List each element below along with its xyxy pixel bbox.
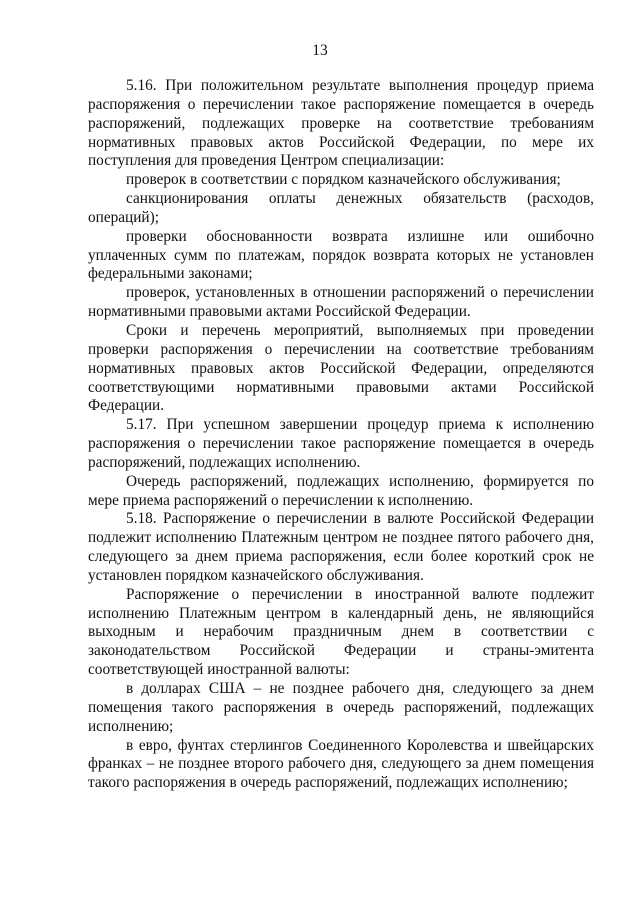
paragraph-5-18: 5.18. Распоряжение о перечислении в валюте Российской Федерации подлежит исполнению Платежным центром не позднее пятого рабочего дня, следующего за днем приема распоряжения, если более короткий срок не установлен порядком казначейского обслуживания. [88, 510, 594, 584]
paragraph-5-17: 5.17. При успешном завершении процедур приема к исполнению распоряжения о перечислении такое распоряжение помещается в очередь распоряжений, подлежащих исполнению. [88, 416, 594, 471]
paragraph-execution-queue: Очередь распоряжений, подлежащих исполнению, формируется по мере приема распоряжений о перечислении к исполнению. [88, 472, 594, 509]
paragraph-regulatory-checks: проверок, установленных в отношении распоряжений о перечислении нормативными правовыми актами Российской Федерации. [88, 284, 594, 321]
document-body [88, 77, 594, 793]
paragraph-usd: в долларах США – не позднее рабочего дня, следующего за днем помещения такого распоряжения в очередь распоряжений, подлежащих исполнению; [88, 680, 594, 735]
paragraph-authorization: санкционирования оплаты денежных обязательств (расходов, операций); [88, 190, 594, 226]
paragraph-check-terms: Сроки и перечень мероприятий, выполняемых при проведении проверки распоряжения о перечислении на соответствие требованиям нормативных правовых актов Российской Федерации, определяются соответствующими нормативными правовыми актами Российской Федерации. [88, 321, 594, 415]
page-number: 13 [312, 42, 328, 59]
paragraph-5-16: 5.16. При положительном результате выполнения процедур приема распоряжения о перечислении такое распоряжение помещается в очередь распоряжений, подлежащих проверке на соответствие требованиям нормативных правовых актов Российской Федерации, по мере их поступления для проведения Центром специализации: [88, 77, 594, 170]
paragraph-refund-checks: проверки обоснованности возврата излишне или ошибочно уплаченных сумм по платежам, порядок возврата которых не установлен федеральными законами; [88, 227, 594, 283]
paragraph-foreign-currency: Распоряжение о перечислении в иностранной валюте подлежит исполнению Платежным центром в календарный день, не являющийся выходным и нерабочим праздничным днем в соответствии с законодательством Российской Федерации и страны-эмитента соответствующей иностранной валюты: [88, 585, 594, 679]
paragraph-treasury-checks: проверок в соответствии с порядком казначейского обслуживания; [126, 171, 561, 189]
paragraph-eur-gbp-chf: в евро, фунтах стерлингов Соединенного Королевства и швейцарских франках – не позднее второго рабочего дня, следующего за днем помещения такого распоряжения в очередь распоряжений, подлежащих исполнению; [88, 736, 594, 792]
